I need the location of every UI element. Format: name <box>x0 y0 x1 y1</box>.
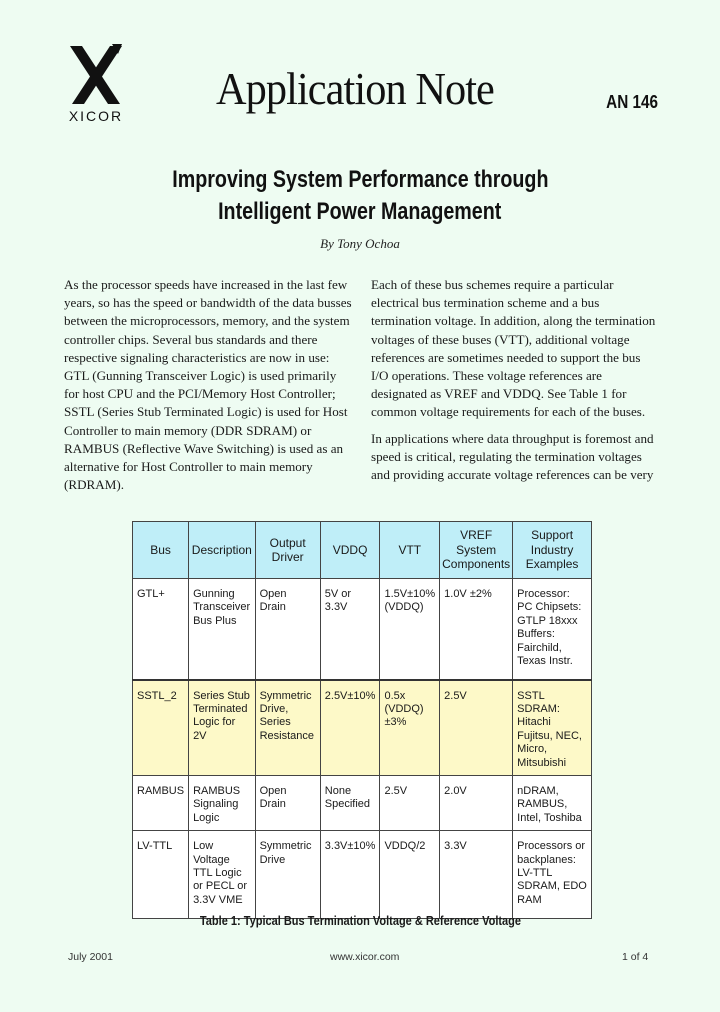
table-row <box>133 775 592 830</box>
table-cell: 1.0V ±2% <box>440 579 513 680</box>
title-line-1: Improving System Performance through <box>171 166 549 193</box>
footer-page-number: 1 of 4 <box>622 951 649 963</box>
table-cell: SSTL_2 <box>133 680 189 776</box>
application-note-number: AN 146 <box>606 92 658 112</box>
article-title <box>0 164 720 228</box>
table-row <box>133 831 592 919</box>
table-cell: VDDQ/2 <box>380 831 440 919</box>
column-header: VTT <box>380 522 440 579</box>
table-cell: 2.5V <box>380 775 440 830</box>
table-cell: 2.5V <box>440 680 513 776</box>
right-column <box>371 276 659 492</box>
table-cell: Symmetric Drive <box>255 831 320 919</box>
table-cell: Processors or backplanes: LV-TTL SDRAM, EDO RAM <box>513 831 592 919</box>
table-cell: Open Drain <box>255 579 320 680</box>
table-cell: nDRAM, RAMBUS, Intel, Toshiba <box>513 775 592 830</box>
table-header-row <box>133 522 592 579</box>
table-cell: Symmetric Drive, Series Resistance <box>255 680 320 776</box>
bus-voltage-table <box>132 521 592 919</box>
table-cell: 3.3V±10% <box>320 831 380 919</box>
logo-wordmark: XICOR <box>68 108 124 124</box>
table-cell: 2.0V <box>440 775 513 830</box>
footer-date: July 2001 <box>68 951 113 963</box>
table-cell: SSTL SDRAM: Hitachi Fujitsu, NEC, Micro, Mitsubishi <box>513 680 592 776</box>
column-header: Output Driver <box>255 522 320 579</box>
table-cell: 5V or 3.3V <box>320 579 380 680</box>
table-cell: Gunning Transceiver Bus Plus <box>189 579 256 680</box>
xicor-x-logo-icon <box>68 44 124 106</box>
table-cell: 0.5x (VDDQ) ±3% <box>380 680 440 776</box>
table-cell: GTL+ <box>133 579 189 680</box>
table-cell: 3.3V <box>440 831 513 919</box>
table-row <box>133 579 592 680</box>
table-cell: LV-TTL <box>133 831 189 919</box>
left-column <box>64 276 352 502</box>
column-header: Support Industry Examples <box>513 522 592 579</box>
body-paragraph-2: In applications where data throughput is foremost and speed is critical, regulating the termination voltages and providing accurate voltage references can be very <box>371 430 654 483</box>
title-line-2: Intelligent Power Management <box>218 198 502 225</box>
table-cell: 2.5V±10% <box>320 680 380 776</box>
table-cell: RAMBUS Signaling Logic <box>189 775 256 830</box>
byline: By Tony Ochoa <box>320 236 400 251</box>
document-type-heading: Application Note <box>216 63 494 114</box>
table-row <box>133 680 592 776</box>
body-paragraph-1: Each of these bus schemes require a particular electrical bus termination scheme and a bus termination voltage. In addition, along the termination voltages of these buses (VTT), additional voltage references are sometimes needed to support the bus I/O operations. These voltage references are designated as VREF and VDDQ. See Table 1 for common voltage requirements for each of the buses. <box>371 277 656 420</box>
xicor-logo <box>64 44 128 134</box>
column-header: Bus <box>133 522 189 579</box>
table-caption-text: Table 1: Typical Bus Termination Voltage & Reference Voltage <box>199 914 521 928</box>
table-cell: Low Voltage TTL Logic or PECL or 3.3V VME <box>189 831 256 919</box>
footer-url[interactable]: www.xicor.com <box>330 951 400 963</box>
table-cell: RAMBUS <box>133 775 189 830</box>
table-cell: Series Stub Terminated Logic for 2V <box>189 680 256 776</box>
table-cell: Open Drain <box>255 775 320 830</box>
intro-paragraph: As the processor speeds have increased in the last few years, so has the speed or bandwidth of the data busses between the microprocessors, memory, and the system controller chips. Several bus standards and there respective signaling characteristics are now in use: GTL (Gunning Transceiver Logic) is used primarily for host CPU and the PCI/Memory Host Controller; SSTL (Series Stub Terminated Logic) is used for Host Controller to main memory (DDR SDRAM) or RAMBUS (Reflective Wave Switching) is used as an alternative for Host Controller to main memory (RDRAM). <box>64 277 352 493</box>
table-caption <box>0 914 720 928</box>
column-header: VDDQ <box>320 522 380 579</box>
table-cell: 1.5V±10% (VDDQ) <box>380 579 440 680</box>
table-cell: Processor: PC Chipsets: GTLP 18xxx Buffers: Fairchild, Texas Instr. <box>513 579 592 680</box>
column-header: Description <box>189 522 256 579</box>
column-header: VREF System Components <box>440 522 513 579</box>
table-cell: None Specified <box>320 775 380 830</box>
